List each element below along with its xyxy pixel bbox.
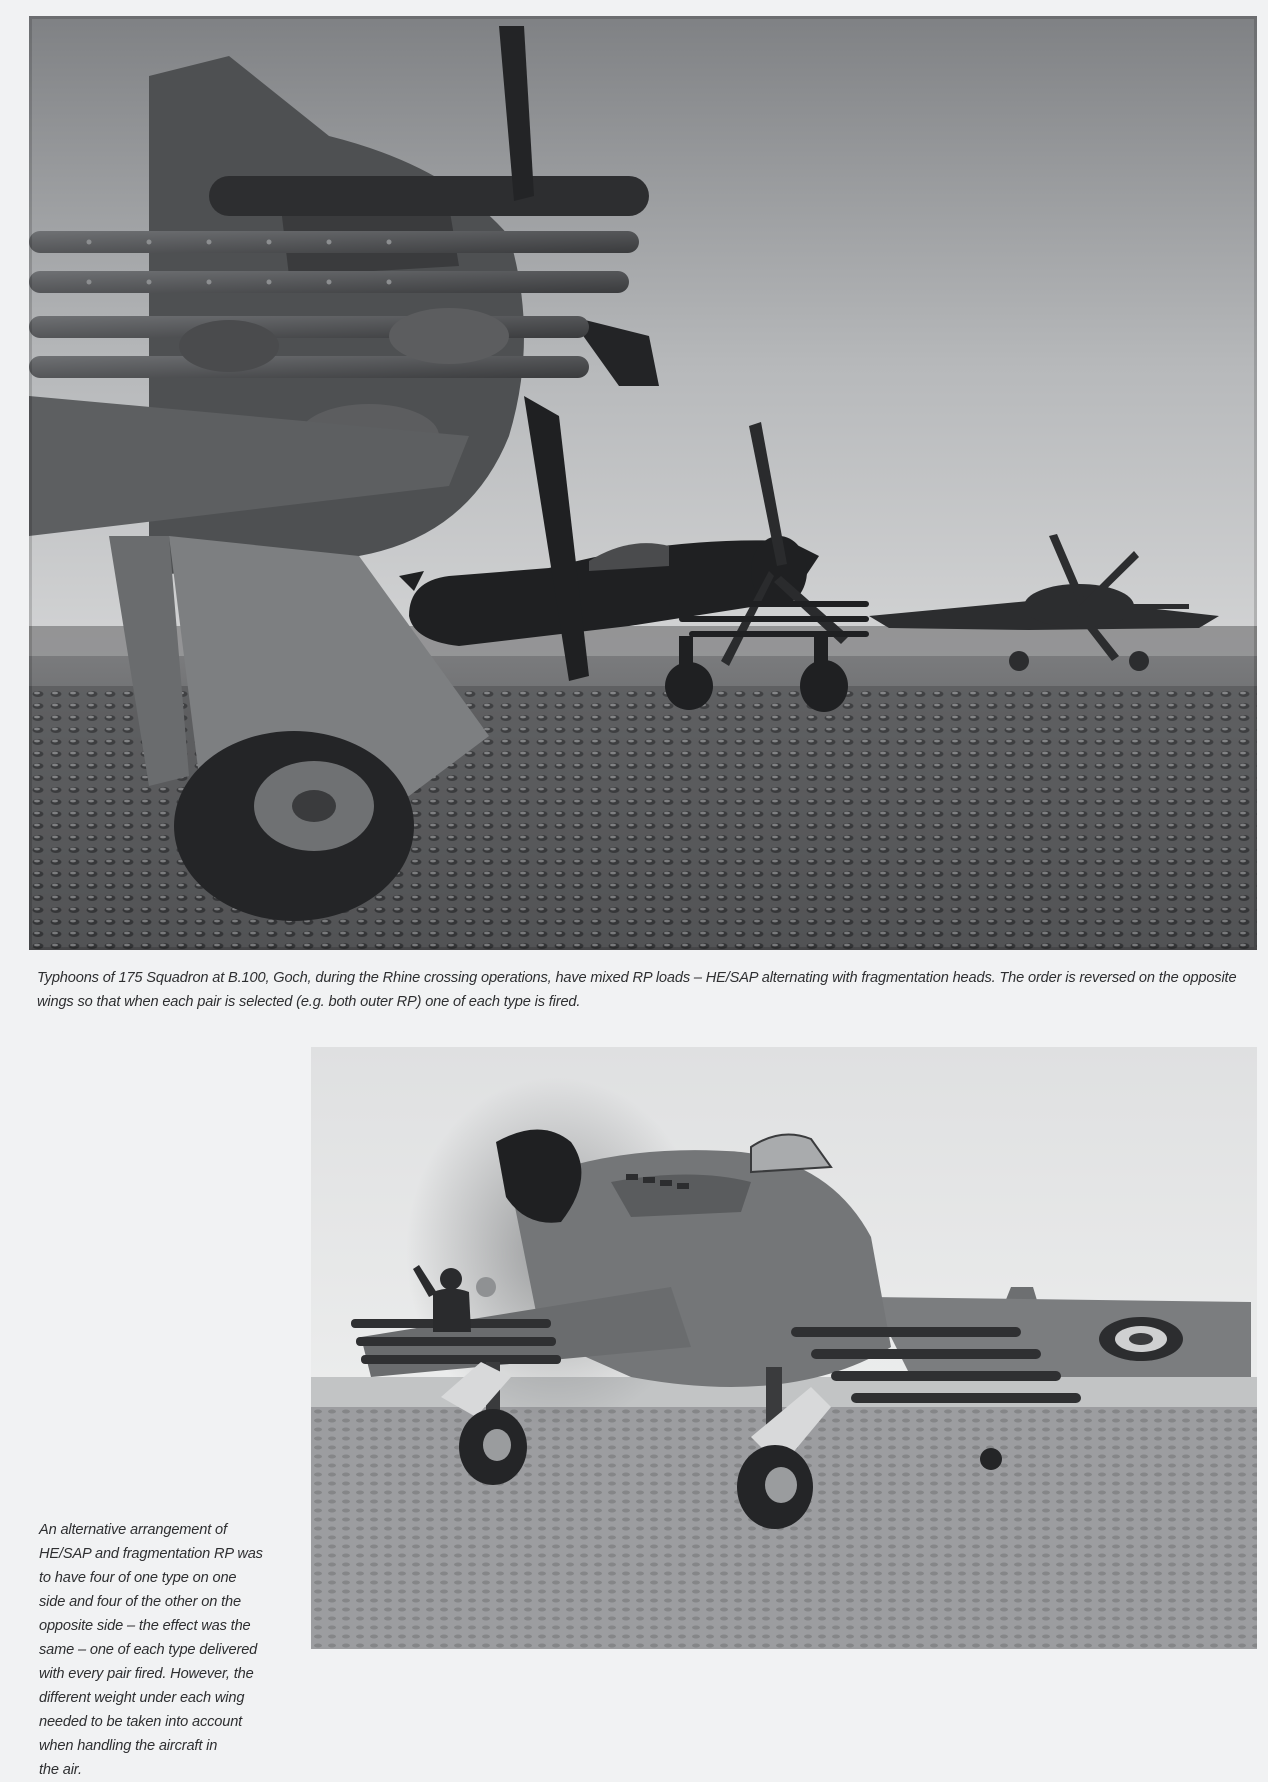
photo-caption-top: Typhoons of 175 Squadron at B.100, Goch, during the Rhine crossing operations, have mixed RP loads – HE/SAP alternating with fragmentation heads. The order is reversed on the opposite wings so that when each pair is selected (e.g. both outer RP) one of each type is fired. xyxy=(37,970,1237,1010)
photo-typhoons-175-squadron-goch xyxy=(29,16,1257,950)
photo-typhoon-alternative-rp-arrangement xyxy=(311,1047,1257,1649)
photo-caption-side: An alternative arrangement of HE/SAP and fragmentation RP was to have four of one type on one side and four of the other on the opposite side – the effect was the same – one of each type delivered with every pair fired. However, the different weight under each wing needed to be taken into account when handling the aircraft in the air. xyxy=(39,1522,263,1778)
